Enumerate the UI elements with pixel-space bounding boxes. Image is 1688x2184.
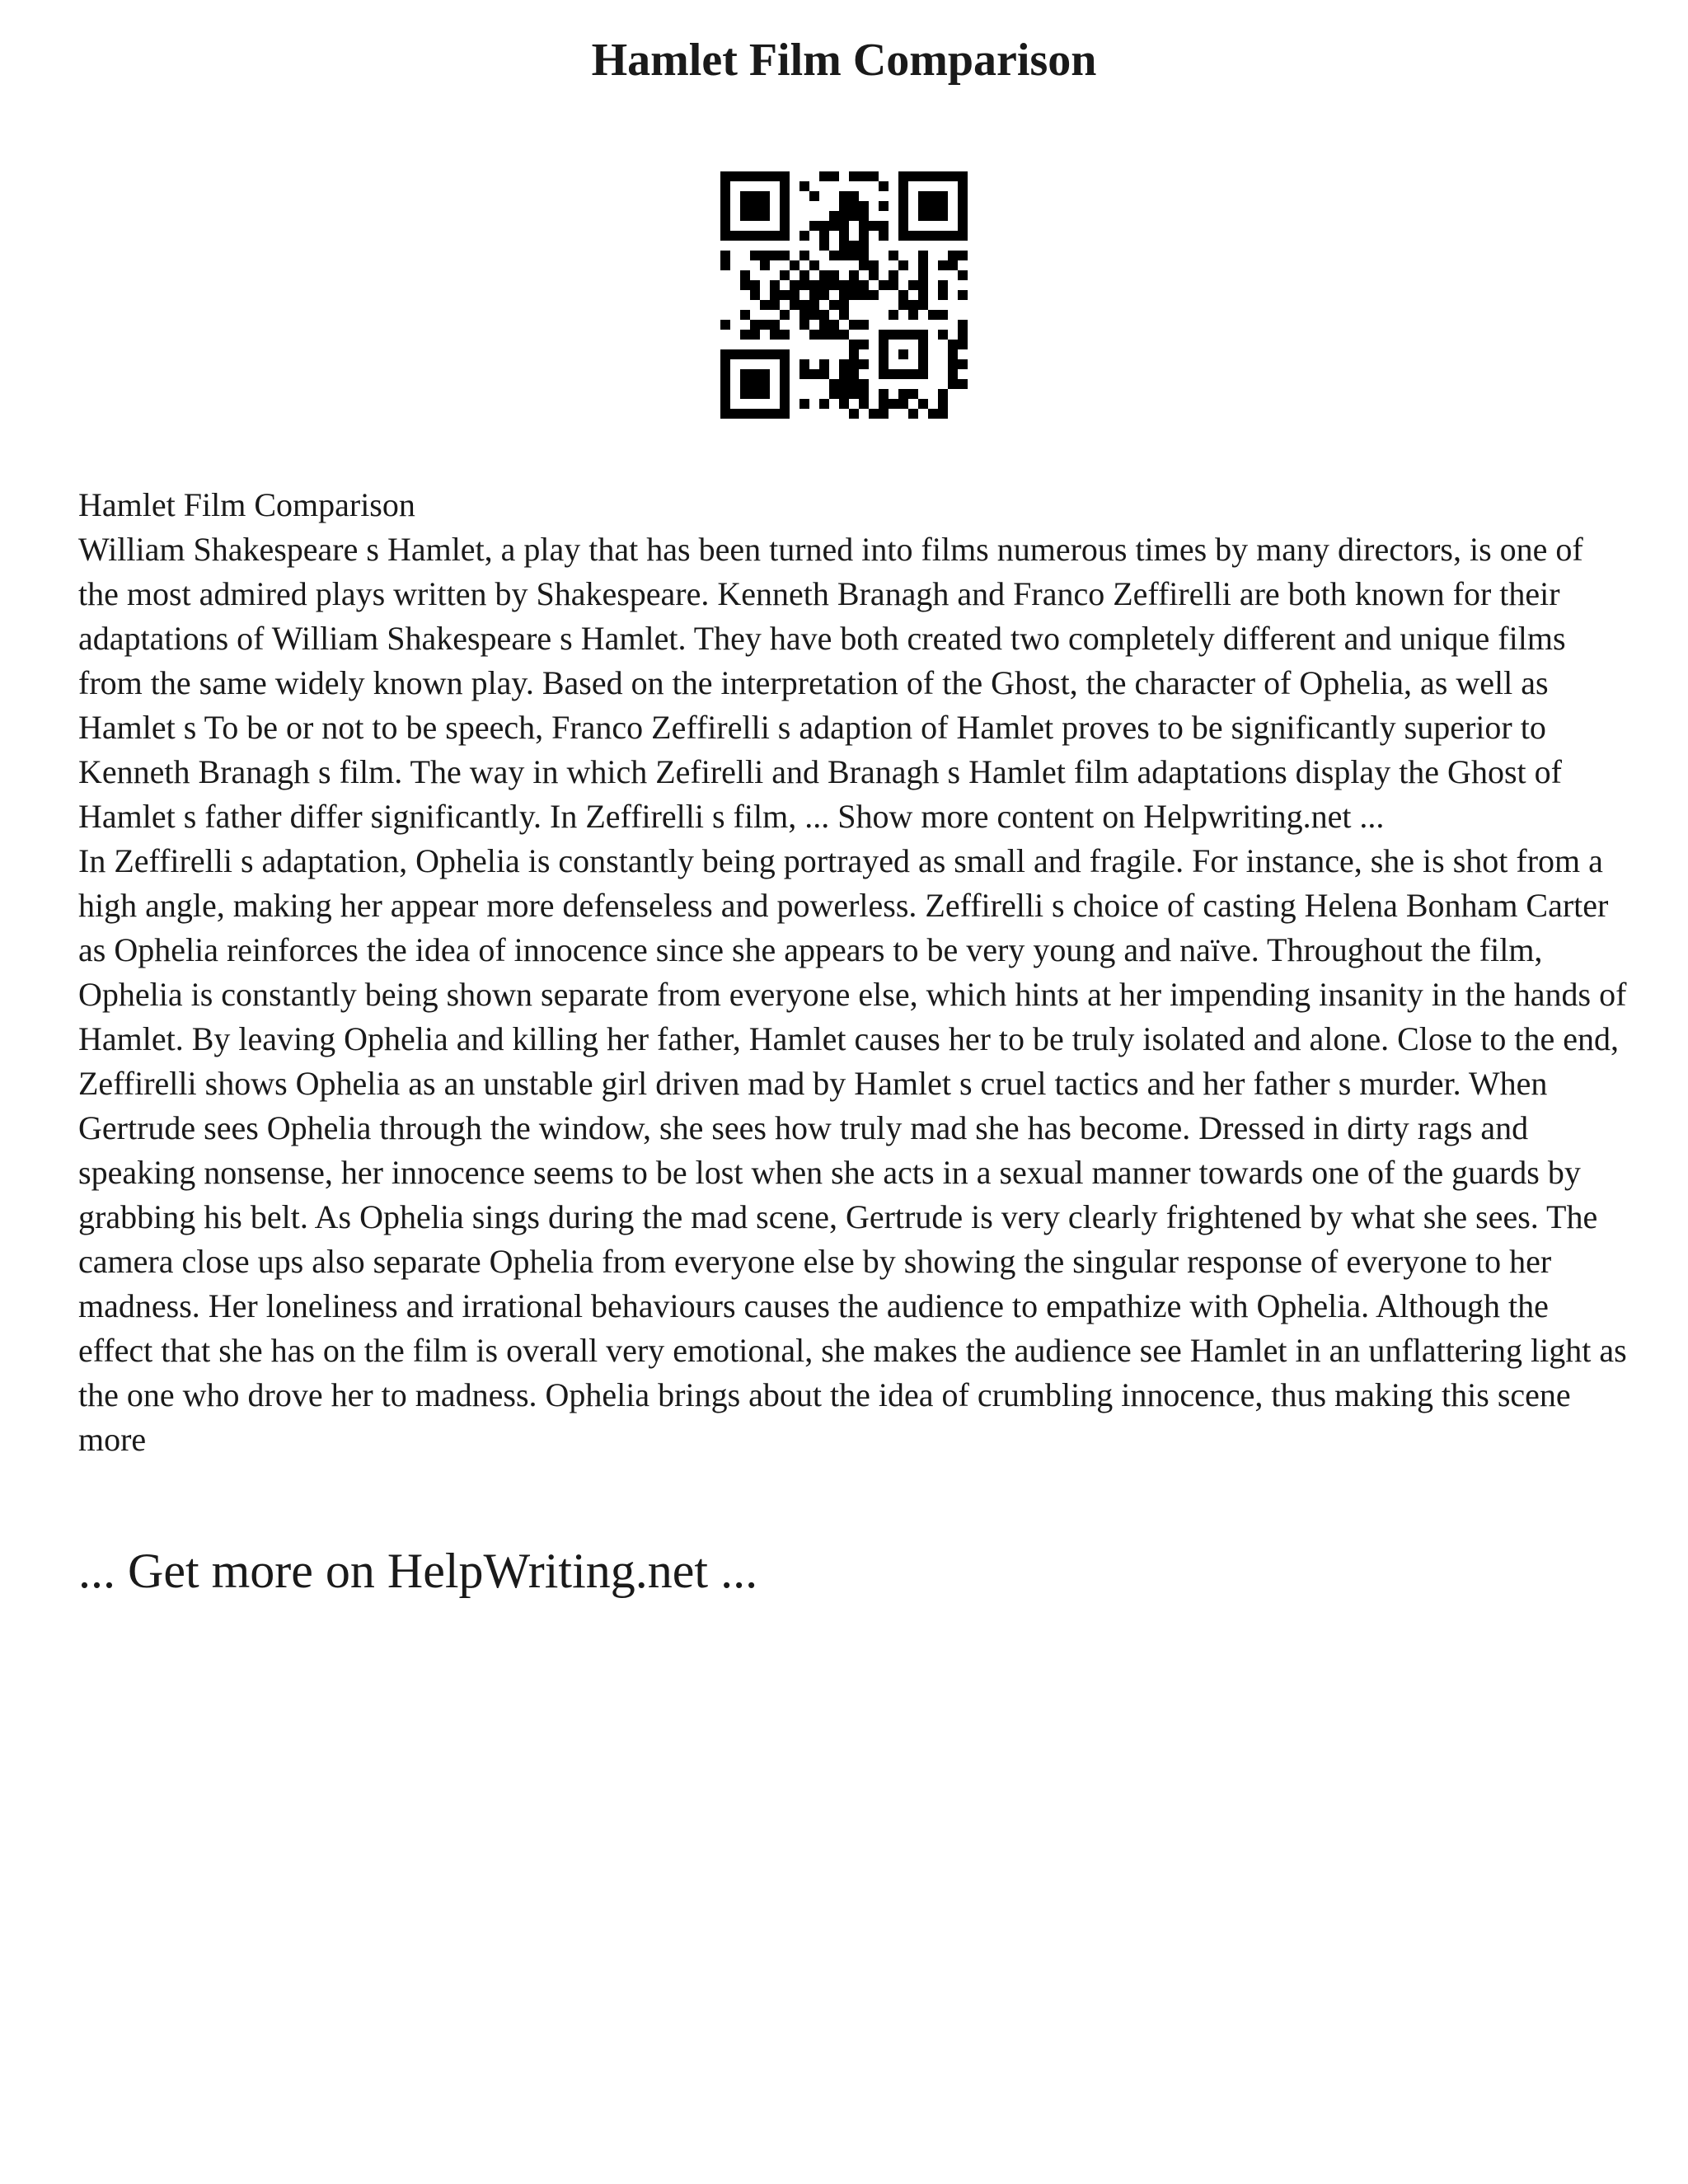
body-heading: Hamlet Film Comparison bbox=[78, 486, 415, 523]
page-title: Hamlet Film Comparison bbox=[591, 35, 1097, 86]
get-more-link[interactable]: ... Get more on HelpWriting.net ... bbox=[78, 1544, 758, 1598]
body-paragraph: In Zeffirelli s adaptation, Ophelia is constantly being portrayed as small and fragile. For instance, she is shot from a high angle, making her appear more defenseless and powerless. Zeffirelli s choice of casting Helena Bonham Carter as Ophelia reinforces the idea of innocence since she appears to be very young and naïve. Throughout the film, Ophelia is constantly being shown separate from everyone else, which hints at her impending insanity in the hands of Hamlet. By leaving Ophelia and killing her father, Hamlet causes her to be truly isolated and alone. Close to the end, Zeffirelli shows Ophelia as an unstable girl driven mad by Hamlet s cruel tactics and her father s murder. When Gertrude sees Ophelia through the window, she sees how truly mad she has become. Dressed in dirty rags and speaking nonsense, her innocence seems to be lost when she acts in a sexual manner towards one of the guards by grabbing his belt. As Ophelia sings during the mad scene, Gertrude is very clearly frightened by what she sees. The camera close ups also separate Ophelia from everyone else by showing the singular response of everyone to her madness. Her loneliness and irrational behaviours causes the audience to empathize with Ophelia. Although the effect that she has on the film is overall very emotional, she makes the audience see Hamlet in an unflattering light as the one who drove her to madness. Ophelia brings about the idea of crumbling innocence, thus making this scene more bbox=[78, 842, 1627, 1458]
body-paragraph: William Shakespeare s Hamlet, a play that has been turned into films numerous times by many directors, is one of the most admired plays written by Shakespeare. Kenneth Branagh and Franco Zeffirelli are both known for their adaptations of William Shakespeare s Hamlet. They have both created two completely different and unique films from the same widely known play. Based on the interpretation of the Ghost, the character of Ophelia, as well as Hamlet s To be or not to be speech, Franco Zeffirelli s adaption of Hamlet proves to be significantly superior to Kenneth Branagh s film. The way in which Zefirelli and Branagh s Hamlet film adaptations display the Ghost of Hamlet s father differ significantly. In Zeffirelli s film, ... Show more content on Helpwriting.net ... bbox=[78, 531, 1583, 835]
qr-code-icon[interactable] bbox=[720, 171, 968, 419]
document-body bbox=[78, 483, 1628, 1462]
